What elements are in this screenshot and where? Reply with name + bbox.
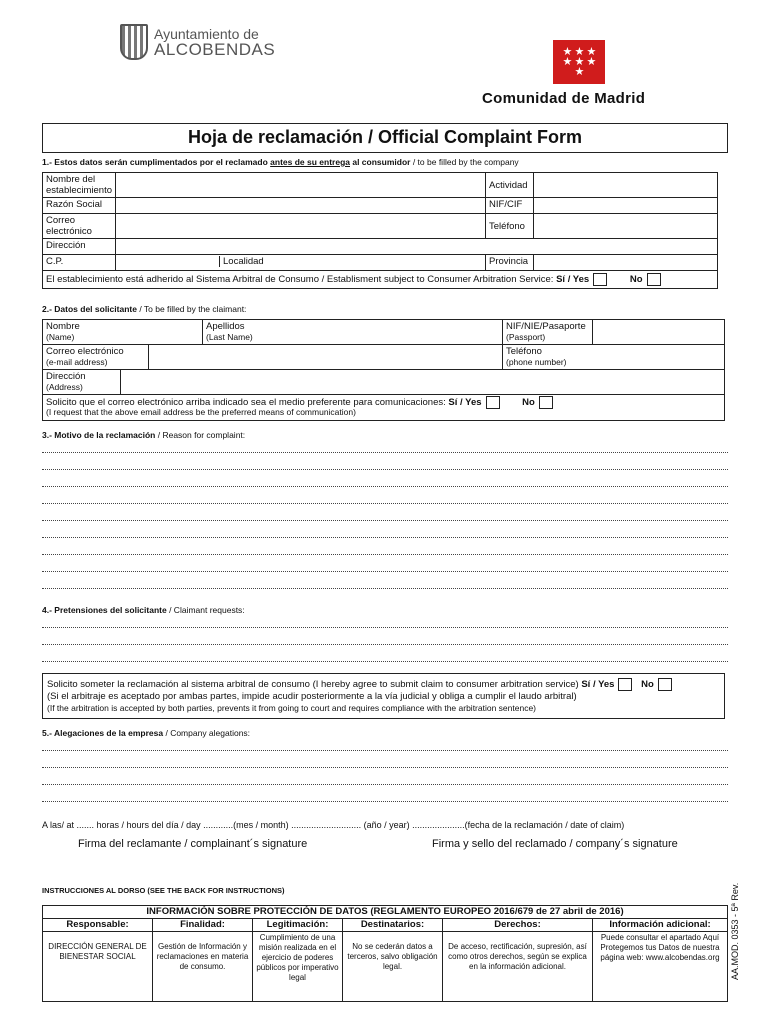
section-5-heading: 5.- Alegaciones de la empresa / Company alegations: bbox=[42, 728, 251, 738]
date-line: A las/ at ....... horas / hours del día / day ............(mes / month) ............................ (año / year) .....................(fecha de la reclamación / date of claim) bbox=[42, 820, 625, 830]
complaint-line[interactable] bbox=[42, 452, 728, 453]
cell-informacion: Puede consultar el apartado Aquí Protegemos tus Datos de nuestra página web: www.alcobendas.org bbox=[593, 932, 728, 1002]
input-actividad[interactable] bbox=[534, 173, 718, 198]
cell-finalidad: Gestión de Información y reclamaciones en materia de consumo. bbox=[153, 932, 253, 1002]
section-3-heading: 3.- Motivo de la reclamación / Reason for complaint: bbox=[42, 430, 246, 440]
arbitral-row: El establecimiento está adherido al Sistema Arbitral de Consumo / Establisment subject to Consumer Arbitration Service: Sí / Yes No bbox=[43, 271, 718, 289]
input-cp-localidad[interactable] bbox=[116, 255, 486, 271]
section-4-heading: 4.- Pretensiones del solicitante / Claimant requests: bbox=[42, 605, 245, 615]
cell-nombre[interactable]: Nombre (Name) bbox=[43, 320, 203, 345]
section-1-heading: 1.- Estos datos serán cumplimentados por el reclamado antes de su entrega al consumidor / to be filled by the company bbox=[42, 157, 519, 167]
label-cp: C.P. bbox=[43, 255, 116, 271]
data-protection-table bbox=[42, 905, 728, 1002]
col-legitimacion: Legitimación: bbox=[253, 919, 343, 932]
input-nif-cif[interactable] bbox=[534, 198, 718, 214]
complaint-line[interactable] bbox=[42, 469, 728, 470]
label-nombre-establecimiento: Nombre del establecimiento bbox=[43, 173, 116, 198]
label-nif-cif: NIF/CIF bbox=[486, 198, 534, 214]
revision-code: AA.MOD. 0353 - 5ª Rev. bbox=[730, 882, 740, 980]
madrid-flag-icon: ★ ★ ★ ★ ★ ★ ★ bbox=[553, 40, 605, 84]
allegation-line[interactable] bbox=[42, 750, 728, 751]
logo-line-2: ALCOBENDAS bbox=[154, 39, 276, 59]
email-preference-row: Solicito que el correo electrónico arriba indicado sea el medio preferente para comunicaciones: Sí / Yes No (I request that the above email address be the preferred means of communication) bbox=[43, 395, 725, 421]
complaint-line[interactable] bbox=[42, 588, 728, 589]
col-responsable: Responsable: bbox=[43, 919, 153, 932]
label-telefono: Teléfono bbox=[486, 214, 534, 239]
cell-nif[interactable]: NIF/NIE/Pasaporte (Passport) bbox=[503, 320, 593, 345]
request-line[interactable] bbox=[42, 627, 728, 628]
label-direccion: Dirección bbox=[43, 239, 116, 255]
cell-responsable: DIRECCIÓN GENERAL DE BIENESTAR SOCIAL bbox=[43, 932, 153, 1002]
region-name: Comunidad de Madrid bbox=[482, 90, 646, 107]
request-line[interactable] bbox=[42, 644, 728, 645]
cell-derechos: De acceso, rectificación, supresión, así como otros derechos, según se explica en la información adicional. bbox=[443, 932, 593, 1002]
company-signature-label: Firma y sello del reclamado / company´s signature bbox=[432, 838, 678, 850]
input-nif[interactable] bbox=[593, 320, 725, 345]
arbitration-box: Solicito someter la reclamación al sistema arbitral de consumo (I hereby agree to submit claim to consumer arbitration service) Sí / Yes No (Si el arbitraje es aceptado por ambas partes, impide acudir posteriormente a la vía judicial y obliga a cumplir el laudo arbitral) (If the arbitration is accepted by both parties, prevents it from going to court and requires compliance with the arbitration sentence) bbox=[42, 673, 725, 719]
cell-apellidos[interactable]: Apellidos (Last Name) bbox=[203, 320, 503, 345]
arbitral-no-checkbox[interactable] bbox=[647, 273, 661, 286]
alcobendas-logo bbox=[120, 24, 275, 60]
input-razon-social[interactable] bbox=[116, 198, 486, 214]
cell-legitimacion: Cumplimiento de una misión realizada en el ejercicio de poderes públicos por imperativo legal bbox=[253, 932, 343, 1002]
allegation-line[interactable] bbox=[42, 784, 728, 785]
cell-telefono[interactable]: Teléfono (phone number) bbox=[503, 345, 725, 370]
instructions-note: INSTRUCCIONES AL DORSO (SEE THE BACK FOR INSTRUCTIONS) bbox=[42, 886, 285, 895]
email-pref-yes-checkbox[interactable] bbox=[486, 396, 500, 409]
email-pref-no-checkbox[interactable] bbox=[539, 396, 553, 409]
input-direccion[interactable] bbox=[116, 239, 718, 255]
col-informacion: Información adicional: bbox=[593, 919, 728, 932]
form-title: Hoja de reclamación / Official Complaint Form bbox=[42, 123, 728, 153]
label-correo: Correo electrónico bbox=[43, 214, 116, 239]
protection-title: INFORMACIÓN SOBRE PROTECCIÓN DE DATOS (REGLAMENTO EUROPEO 2016/679 de 27 abril de 2016) bbox=[43, 906, 728, 919]
complaint-line[interactable] bbox=[42, 537, 728, 538]
claimant-table bbox=[42, 319, 725, 421]
col-destinatarios: Destinatarios: bbox=[343, 919, 443, 932]
complaint-line[interactable] bbox=[42, 503, 728, 504]
section-2-heading: 2.- Datos del solicitante / To be filled by the claimant: bbox=[42, 304, 247, 314]
input-provincia[interactable] bbox=[534, 255, 718, 271]
logo-line-1: Ayuntamiento de bbox=[154, 25, 259, 42]
label-actividad: Actividad bbox=[486, 173, 534, 198]
label-razon-social: Razón Social bbox=[43, 198, 116, 214]
input-telefono[interactable] bbox=[534, 214, 718, 239]
arbitral-yes-checkbox[interactable] bbox=[593, 273, 607, 286]
label-provincia: Provincia bbox=[486, 255, 534, 271]
complaint-line[interactable] bbox=[42, 554, 728, 555]
cell-direccion[interactable]: Dirección (Address) bbox=[43, 370, 725, 395]
complainant-signature-label: Firma del reclamante / complainant´s signature bbox=[78, 838, 308, 850]
input-correo[interactable] bbox=[116, 214, 486, 239]
allegation-line[interactable] bbox=[42, 767, 728, 768]
shield-icon bbox=[120, 24, 148, 60]
complaint-line[interactable] bbox=[42, 571, 728, 572]
complaint-line[interactable] bbox=[42, 520, 728, 521]
col-finalidad: Finalidad: bbox=[153, 919, 253, 932]
cell-destinatarios: No se cederán datos a terceros, salvo obligación legal. bbox=[343, 932, 443, 1002]
label-localidad: Localidad bbox=[219, 256, 264, 267]
arbitration-yes-checkbox[interactable] bbox=[618, 678, 632, 691]
complaint-line[interactable] bbox=[42, 486, 728, 487]
request-line[interactable] bbox=[42, 661, 728, 662]
allegation-line[interactable] bbox=[42, 801, 728, 802]
establishment-table bbox=[42, 172, 718, 289]
input-nombre-establecimiento[interactable] bbox=[116, 173, 486, 198]
arbitration-no-checkbox[interactable] bbox=[658, 678, 672, 691]
cell-correo[interactable]: Correo electrónico (e-mail address) bbox=[43, 345, 503, 370]
col-derechos: Derechos: bbox=[443, 919, 593, 932]
